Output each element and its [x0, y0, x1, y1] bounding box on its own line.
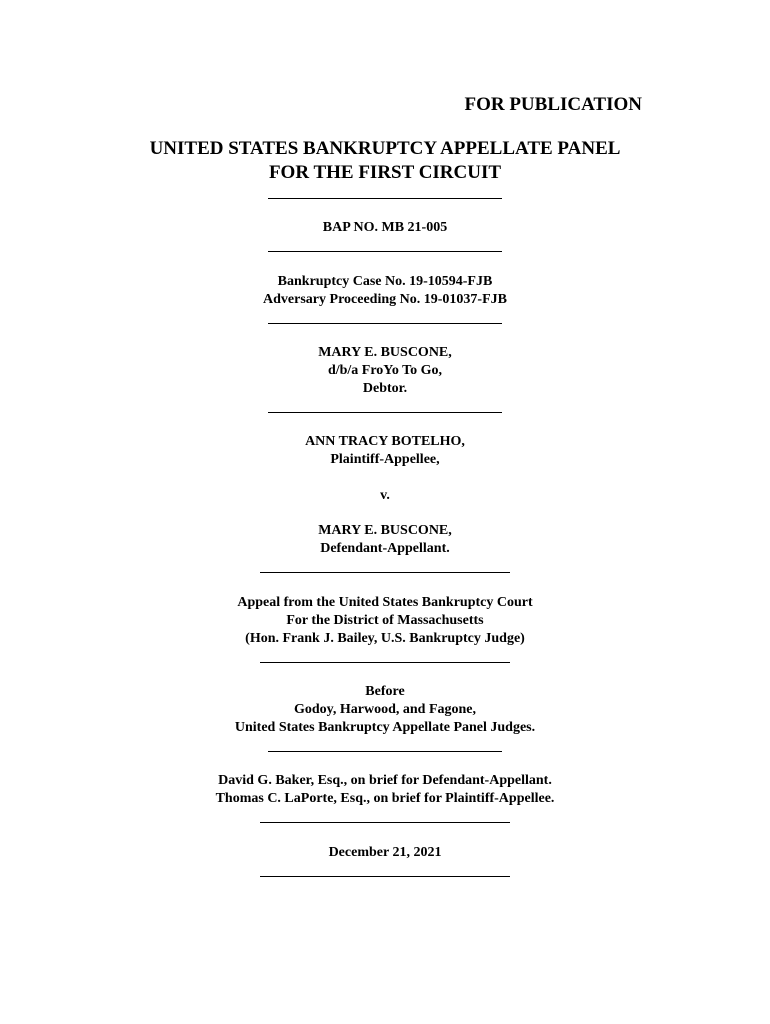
- defendant-name: MARY E. BUSCONE,: [318, 523, 452, 538]
- panel-before: Before: [365, 684, 405, 699]
- debtor-dba: d/b/a FroYo To Go,: [327, 363, 443, 378]
- defendant-role: Defendant-Appellant.: [320, 541, 450, 556]
- appeal-line2: For the District of Massachusetts: [286, 613, 484, 628]
- bap-number: BAP NO. MB 21-005: [322, 220, 448, 235]
- adversary-proceeding-number: Adversary Proceeding No. 19-01037-FJB: [263, 292, 507, 307]
- divider-8: [260, 822, 510, 823]
- bankruptcy-case-number: Bankruptcy Case No. 19-10594-FJB: [277, 274, 493, 289]
- divider-2: [268, 251, 502, 252]
- decision-date: December 21, 2021: [328, 845, 442, 860]
- court-name-line2: FOR THE FIRST CIRCUIT: [268, 162, 502, 183]
- appeal-line3: (Hon. Frank J. Bailey, U.S. Bankruptcy Judge): [245, 631, 525, 646]
- publication-label: FOR PUBLICATION: [464, 94, 642, 115]
- debtor-name: MARY E. BUSCONE,: [318, 345, 452, 360]
- panel-title: United States Bankruptcy Appellate Panel Judges.: [234, 720, 536, 735]
- divider-1: [268, 198, 502, 199]
- divider-4: [268, 412, 502, 413]
- divider-5: [260, 572, 510, 573]
- panel-judges: Godoy, Harwood, and Fagone,: [293, 702, 477, 717]
- court-name-line1: UNITED STATES BANKRUPTCY APPELLATE PANEL: [149, 138, 621, 159]
- divider-3: [268, 323, 502, 324]
- appeal-line1: Appeal from the United States Bankruptcy Court: [237, 595, 533, 610]
- counsel-plaintiff: Thomas C. LaPorte, Esq., on brief for Plaintiff-Appellee.: [215, 791, 555, 806]
- versus: v.: [380, 488, 390, 503]
- plaintiff-name: ANN TRACY BOTELHO,: [305, 434, 465, 449]
- divider-7: [268, 751, 502, 752]
- debtor-role: Debtor.: [362, 381, 408, 396]
- divider-9: [260, 876, 510, 877]
- counsel-defendant: David G. Baker, Esq., on brief for Defendant-Appellant.: [218, 773, 552, 788]
- plaintiff-role: Plaintiff-Appellee,: [330, 452, 440, 467]
- divider-6: [260, 662, 510, 663]
